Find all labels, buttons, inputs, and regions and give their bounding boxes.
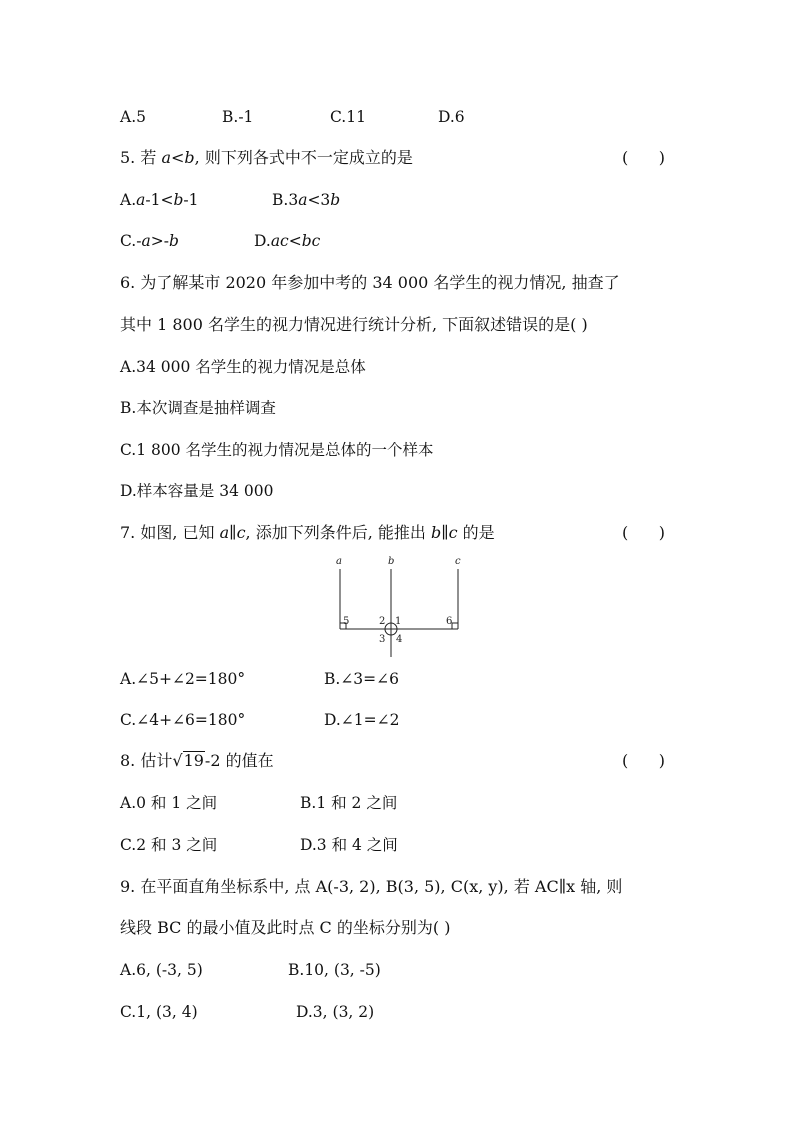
q7-option-c: C.∠4+∠6=180° (120, 711, 246, 729)
q5-option-d: D.ac<bc (254, 232, 321, 250)
q6-stem-line1: 6. 为了解某市 2020 年参加中考的 34 000 名学生的视力情况, 抽查了 (120, 273, 620, 292)
label-3: 3 (379, 634, 386, 645)
q9-stem-line2: 线段 BC 的最小值及此时点 C 的坐标分别为( ) (120, 918, 451, 937)
q9-option-a: A.6, (-3, 5) (120, 961, 203, 979)
q7-option-a: A.∠5+∠2=180° (120, 670, 246, 688)
label-6: 6 (446, 616, 453, 627)
q9-option-b: B.10, (3, -5) (288, 961, 381, 979)
q4-option-a: A.5 (120, 108, 146, 126)
q8-stem: 8. 估计√19-2 的值在 (120, 751, 274, 770)
q9-stem-line1: 9. 在平面直角坐标系中, 点 A(-3, 2), B(3, 5), C(x, y), 若 AC∥x 轴, 则 (120, 877, 623, 896)
right-angle-mark-6 (452, 623, 458, 629)
q8-option-d: D.3 和 4 之间 (300, 836, 398, 854)
label-c: c (455, 556, 461, 567)
q6-option-c: C.1 800 名学生的视力情况是总体的一个样本 (120, 441, 434, 459)
q7-answer-paren[interactable]: ( ) (622, 523, 665, 542)
sqrt-radicand: 19 (183, 751, 204, 770)
q5-option-a: A.a-1<b-1 (120, 191, 199, 209)
q4-option-d: D.6 (438, 108, 465, 126)
q7-figure (330, 553, 470, 659)
label-4: 4 (396, 634, 403, 645)
q6-option-d: D.样本容量是 34 000 (120, 482, 274, 500)
q8-option-b: B.1 和 2 之间 (300, 794, 398, 812)
q7-option-b: B.∠3=∠6 (324, 670, 400, 688)
label-5: 5 (343, 616, 350, 627)
q6-option-a: A.34 000 名学生的视力情况是总体 (120, 358, 366, 376)
sqrt-symbol: √ (172, 751, 183, 770)
q9-option-c: C.1, (3, 4) (120, 1003, 198, 1021)
q5-stem: 5. 若 a<b, 则下列各式中不一定成立的是 (120, 148, 413, 167)
q7-option-d: D.∠1=∠2 (324, 711, 400, 729)
label-b: b (388, 556, 395, 567)
q9-option-d: D.3, (3, 2) (296, 1003, 375, 1021)
q5-option-c: C.-a>-b (120, 232, 179, 250)
label-a: a (336, 556, 342, 567)
label-1: 1 (395, 616, 402, 627)
q4-option-c: C.11 (330, 108, 366, 126)
q7-stem: 7. 如图, 已知 a∥c, 添加下列条件后, 能推出 b∥c 的是 (120, 523, 495, 542)
q6-option-b: B.本次调查是抽样调查 (120, 399, 276, 417)
q8-option-a: A.0 和 1 之间 (120, 794, 218, 812)
q4-option-b: B.-1 (222, 108, 254, 126)
q8-option-c: C.2 和 3 之间 (120, 836, 218, 854)
label-2: 2 (379, 616, 386, 627)
q8-answer-paren[interactable]: ( ) (622, 751, 665, 770)
q5-option-b: B.3a<3b (272, 191, 341, 209)
q6-stem-line2: 其中 1 800 名学生的视力情况进行统计分析, 下面叙述错误的是( ) (120, 315, 588, 334)
q5-answer-paren[interactable]: ( ) (622, 148, 665, 167)
